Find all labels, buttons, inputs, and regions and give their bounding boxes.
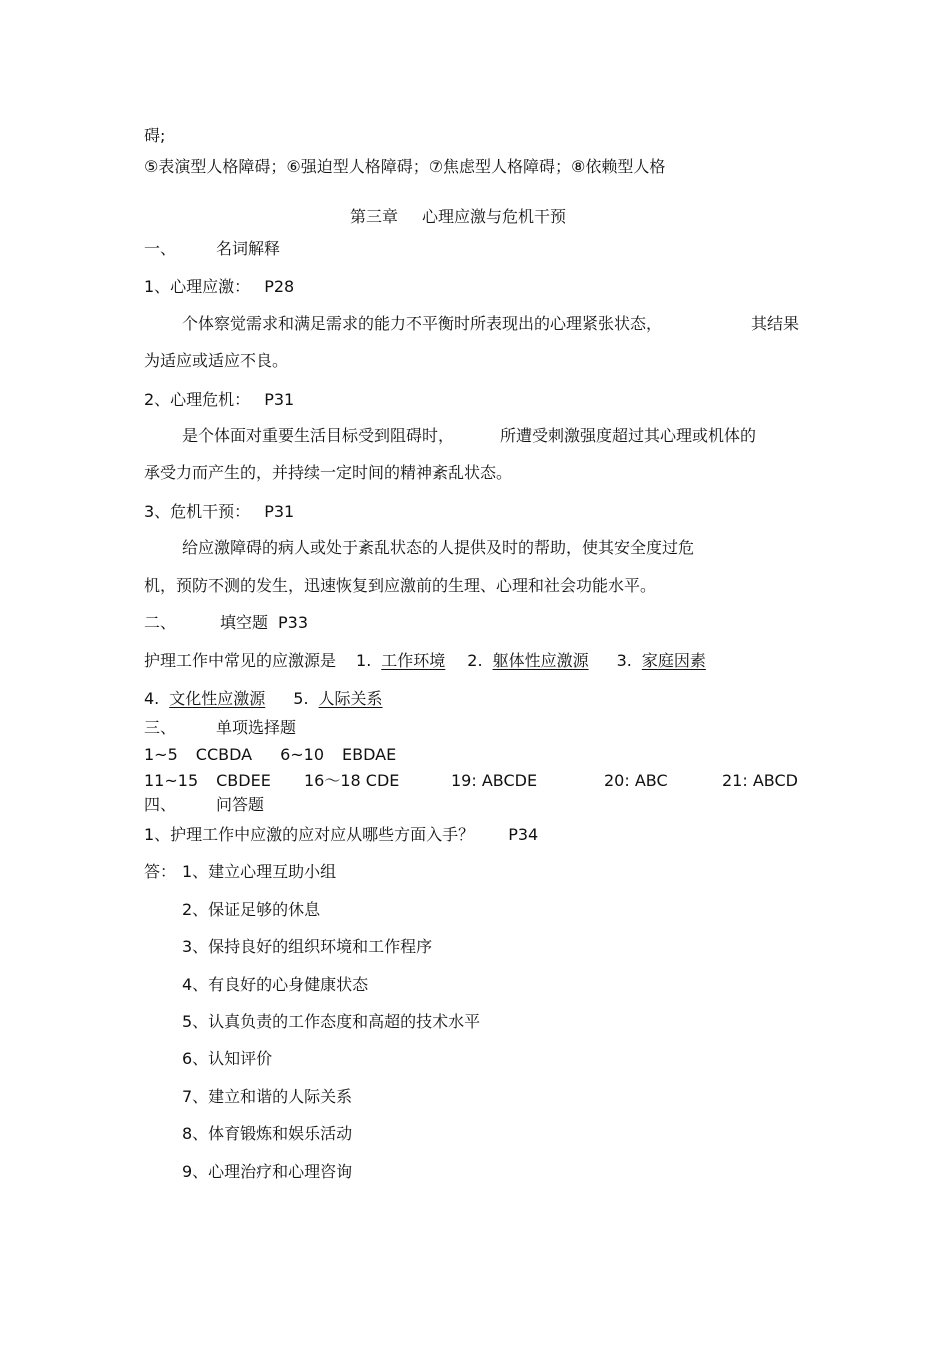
term-body-stress-line1: 个体察觉需求和满足需求的能力不平衡时所表现出的心理紧张状态， (182, 314, 663, 333)
term-heading-crisis: 2、心理危机： P31 (144, 390, 295, 409)
personality-disorder-list: ⑤表演型人格障碍；⑥强迫型人格障碍；⑦焦虑型人格障碍；⑧依赖型人格 (144, 157, 666, 176)
answer-item: 3、保持良好的组织环境和工作程序 (182, 937, 433, 956)
answer-item: 4、有良好的心身健康状态 (182, 975, 369, 994)
answer-work-environment: 工作环境 (381, 651, 446, 670)
chapter-number: 第三章 (350, 207, 399, 226)
term-body-crisis-line2: 承受力而产生的，并持续一定时间的精神紊乱状态。 (144, 463, 513, 482)
term-body-stress-line1-end: 其结果 (751, 314, 800, 333)
choice-row-2-d: 20: ABC (604, 771, 668, 790)
term-body-stress-line2: 为适应或适应不良。 (144, 351, 289, 370)
question-1: 1、护理工作中应激的应对应从哪些方面入手？ P34 (144, 825, 539, 844)
choice-row-1: 1~5 CCBDA 6~10 EBDAE (144, 745, 397, 764)
choice-row-2-a: 11~15 CBDEE (144, 771, 271, 790)
choice-row-2-e: 21: ABCD (722, 771, 798, 790)
answer-family-factor: 家庭因素 (641, 651, 706, 670)
answer-item: 2、保证足够的休息 (182, 900, 321, 919)
term-body-intervention-line1: 给应激障碍的病人或处于紊乱状态的人提供及时的帮助，使其安全度过危 (182, 538, 695, 557)
fill-answer-line1: 护理工作中常见的应激源是 1. 工作环境 2. 躯体性应激源 3. 家庭因素 (144, 651, 706, 670)
answer-item: 8、体育锻炼和娱乐活动 (182, 1124, 353, 1143)
section-heading-qa: 四、 问答题 (144, 795, 265, 814)
answer-item: 9、心理治疗和心理咨询 (182, 1162, 353, 1181)
answer-item: 1、建立心理互助小组 (182, 862, 337, 881)
answer-item: 5、认真负责的工作态度和高超的技术水平 (182, 1012, 481, 1031)
answer-somatic-stressor: 躯体性应激源 (492, 651, 589, 670)
section-heading-choice: 三、 单项选择题 (144, 718, 297, 737)
fill-answer-line2: 4. 文化性应激源 5. 人际关系 (144, 689, 383, 708)
choice-row-2-b: 16～18 CDE (304, 771, 400, 790)
section-heading-terms: 一、 名词解释 (144, 239, 281, 258)
answer-label: 答： (144, 862, 177, 881)
answer-item: 6、认知评价 (182, 1049, 273, 1068)
answer-cultural-stressor: 文化性应激源 (169, 689, 266, 708)
chapter-title: 心理应激与危机干预 (422, 207, 567, 226)
term-heading-stress: 1、心理应激： P28 (144, 277, 295, 296)
choice-row-2-c: 19: ABCDE (451, 771, 538, 790)
continued-text: 碍; (144, 126, 166, 145)
term-body-crisis-line1: 是个体面对重要生活目标受到阻碍时， (182, 426, 455, 445)
term-heading-intervention: 3、危机干预： P31 (144, 502, 295, 521)
chapter-heading (350, 207, 566, 227)
section-heading-fill: 二、 填空题 P33 (144, 613, 309, 632)
answer-interpersonal: 人际关系 (318, 689, 383, 708)
term-body-crisis-line1-end: 所遭受刺激强度超过其心理或机体的 (500, 426, 757, 445)
answer-item: 7、建立和谐的人际关系 (182, 1087, 353, 1106)
term-body-intervention-line2: 机，预防不测的发生，迅速恢复到应激前的生理、心理和社会功能水平。 (144, 576, 657, 595)
